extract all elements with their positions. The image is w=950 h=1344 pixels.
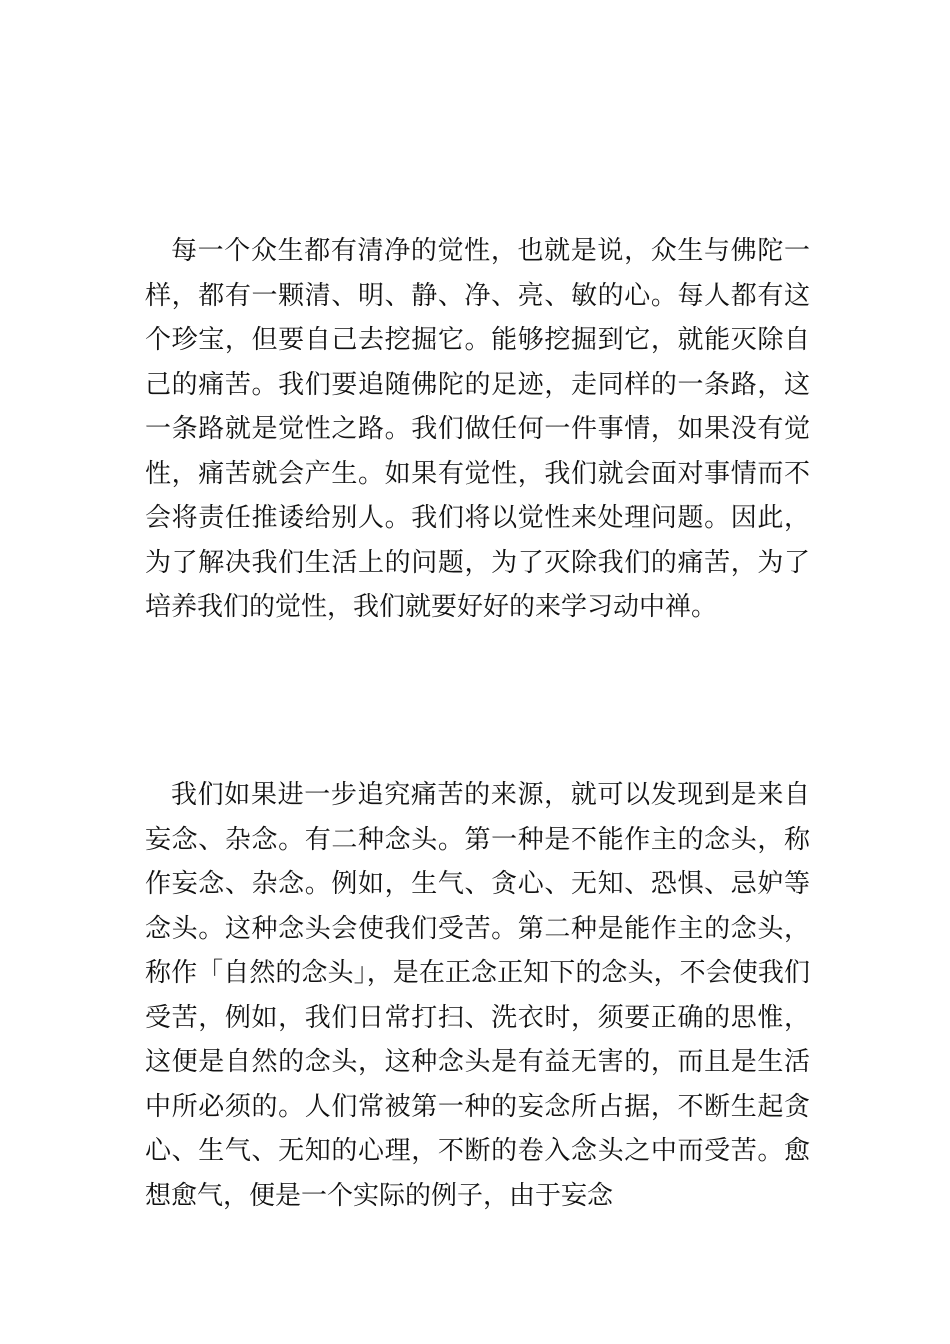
paragraph-1: 每一个众生都有清净的觉性，也就是说，众生与佛陀一样，都有一颗清、明、静、净、亮、敏的心。每人都有这个珍宝，但要自己去挖掘它。能够挖掘到它，就能灭除自己的痛苦。我们要追随佛陀的足迹，走同样的一条路，这一条路就是觉性之路。我们做任何一件事情，如果没有觉性，痛苦就会产生。如果有觉性，我们就会面对事情而不会将责任推诿给别人。我们将以觉性来处理问题。因此，为了解决我们生活上的问题，为了灭除我们的痛苦，为了培养我们的觉性，我们就要好好的来学习动中禅。 [145, 236, 810, 622]
paragraph-2: 我们如果进一步追究痛苦的来源，就可以发现到是来自妄念、杂念。有二种念头。第一种是不能作主的念头，称作妄念、杂念。例如，生气、贪心、无知、恐惧、忌妒等念头。这种念头会使我们受苦。第二种是能作主的念头，称作「自然的念头」，是在正念正知下的念头，不会使我们受苦，例如，我们日常打扫、洗衣时，须要正确的思惟，这便是自然的念头，这种念头是有益无害的，而且是生活中所必须的。人们常被第一种的妄念所占据，不断生起贪心、生气、无知的心理，不断的卷入念头之中而受苦。愈想愈气，便是一个实际的例子，由于妄念 [145, 780, 810, 1211]
